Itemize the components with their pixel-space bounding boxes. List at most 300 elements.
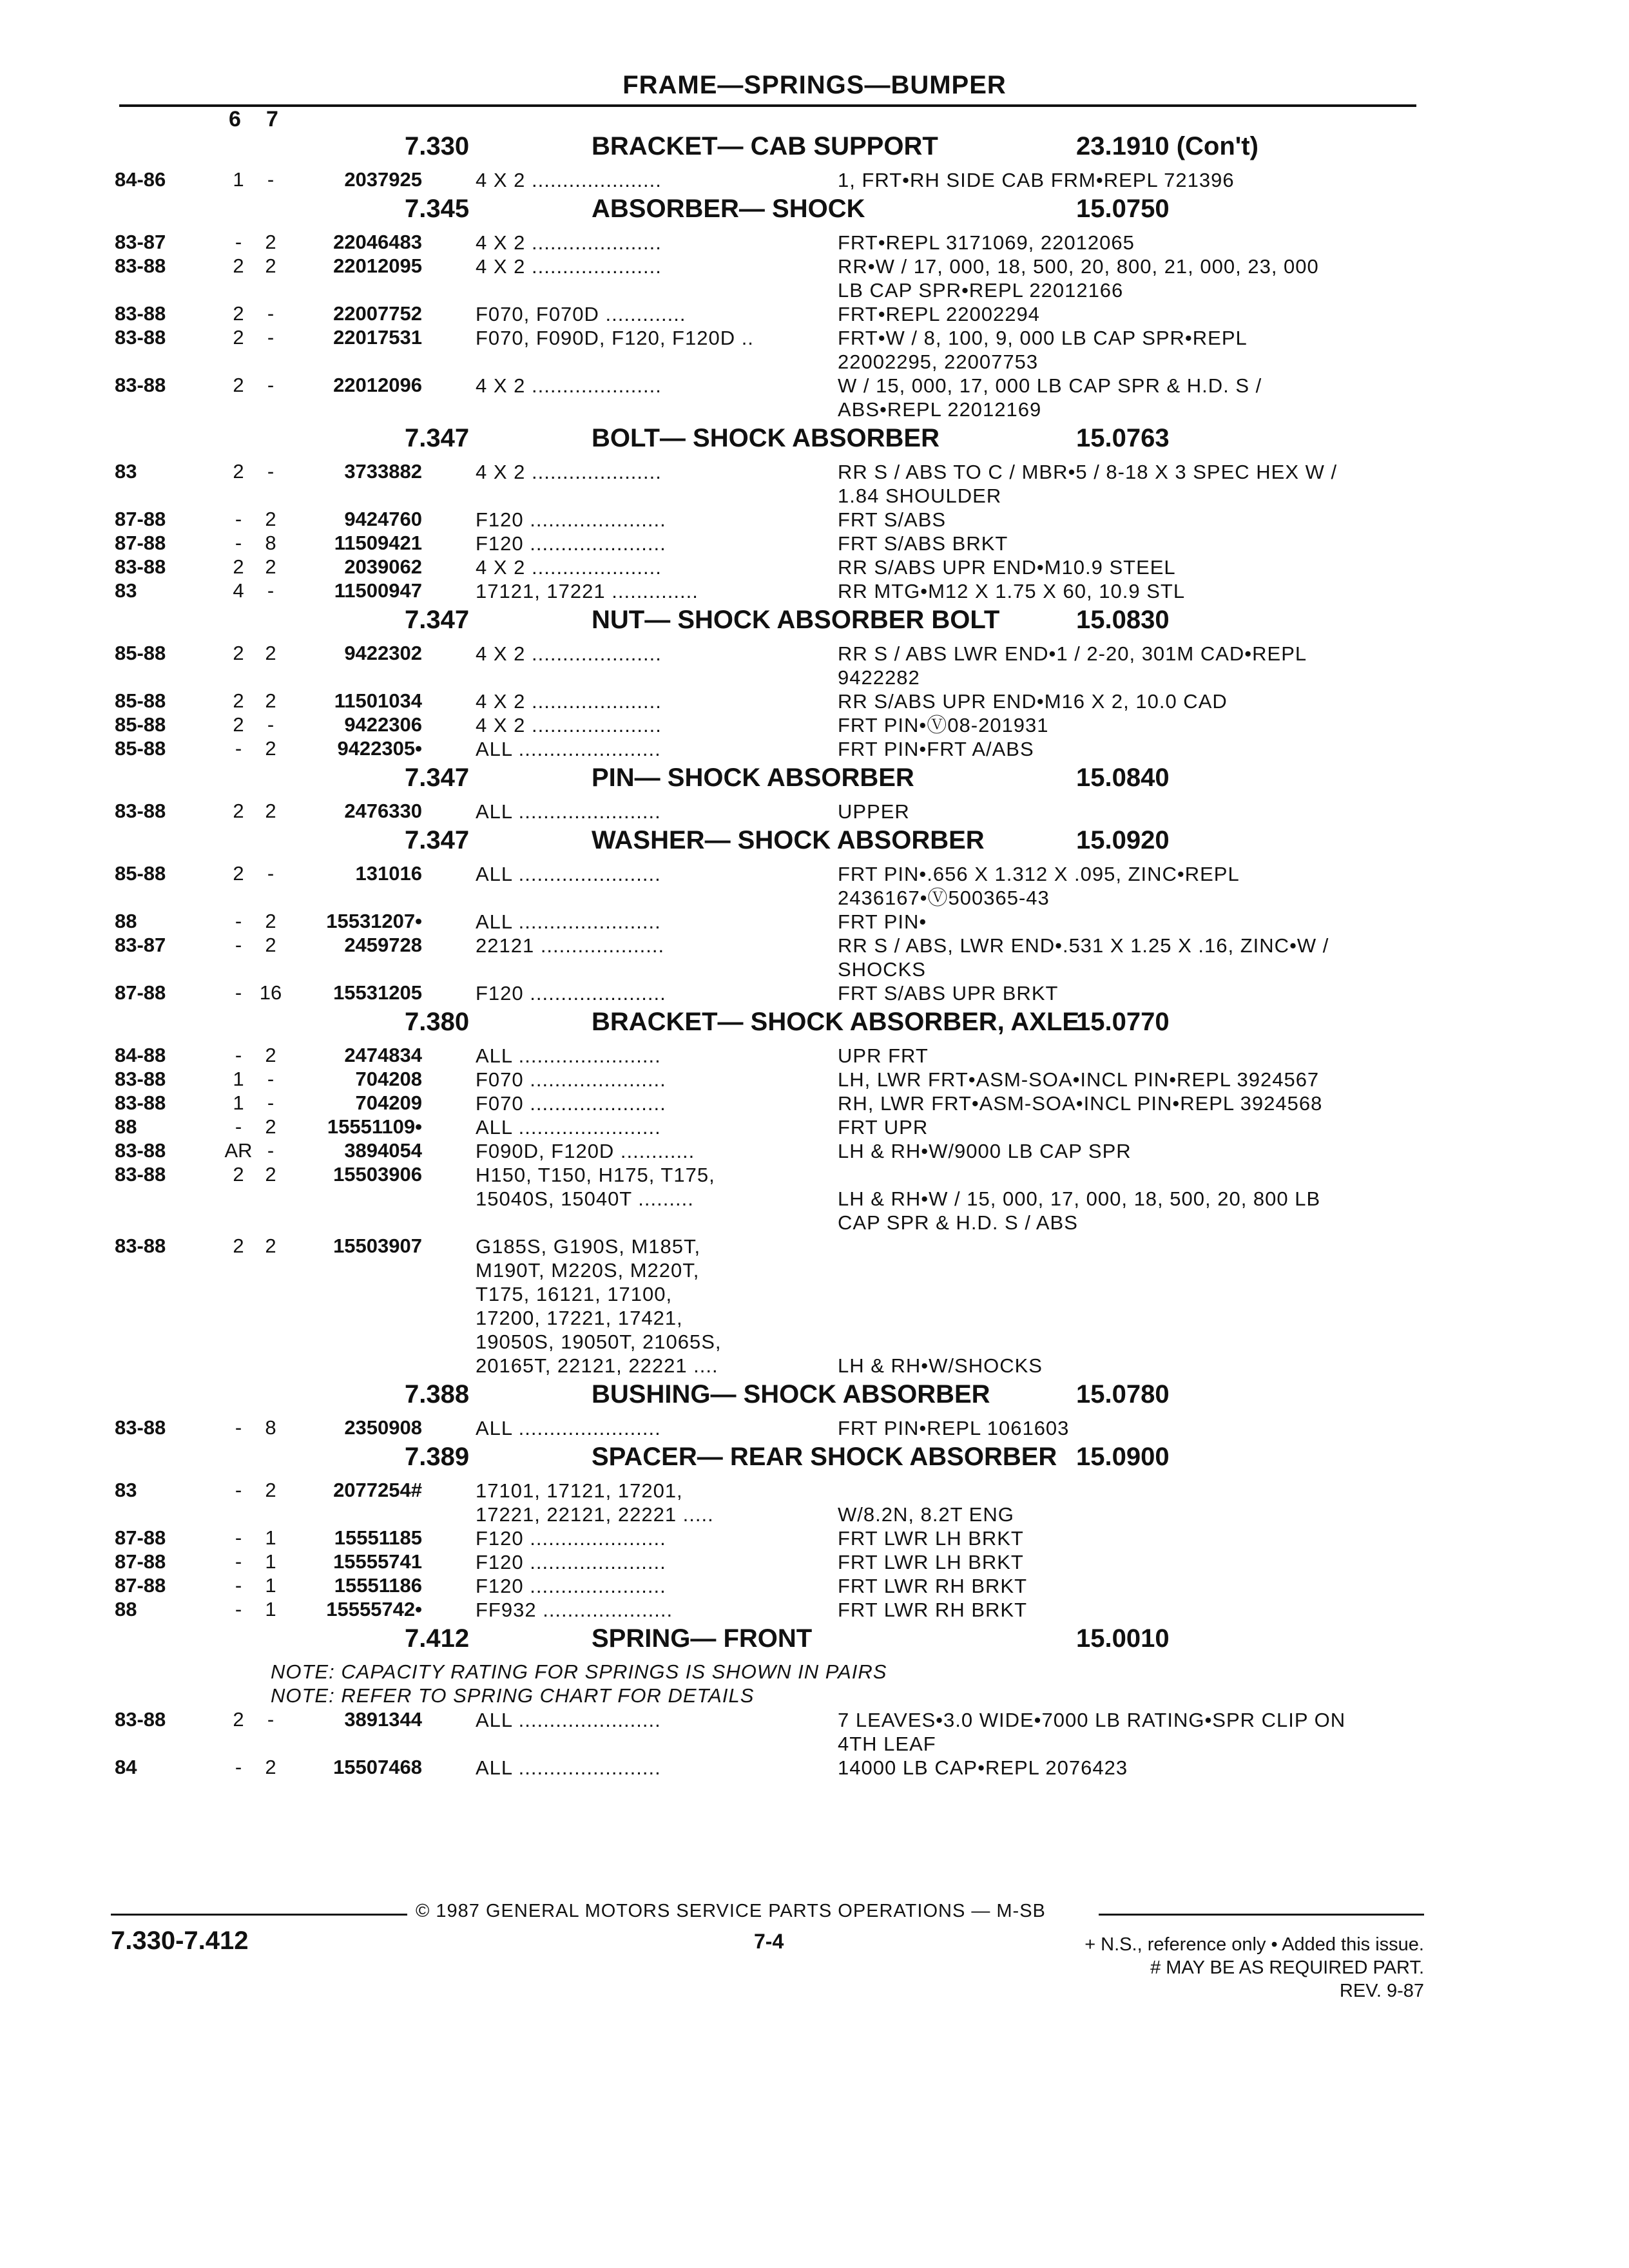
- section-title: SPRING— FRONT: [592, 1624, 813, 1653]
- quantity-col-7: -: [267, 326, 275, 349]
- column-6-header: 6: [229, 107, 241, 131]
- part-description: [838, 508, 946, 532]
- description-line: FRT•REPL 3171069, 22012065: [838, 231, 1135, 254]
- section-title: ABSORBER— SHOCK: [592, 195, 865, 223]
- model-line: ALL .......................: [476, 910, 661, 933]
- description-line: LH & RH•W / 15, 000, 17, 000, 18, 500, 20, 800 LB: [838, 1187, 1321, 1210]
- quantity-col-7: -: [267, 1708, 275, 1731]
- quantity-col-7: 1: [265, 1598, 276, 1620]
- part-description: [838, 302, 1040, 326]
- quantity-col-6: -: [235, 1526, 242, 1549]
- model-line: F120 ......................: [476, 508, 666, 531]
- model-line: F070 ......................: [476, 1092, 666, 1115]
- model-line: ALL .......................: [476, 1417, 661, 1439]
- section-header: [0, 424, 1629, 454]
- model-line: M190T, M220S, M220T,: [476, 1259, 700, 1282]
- quantity-col-6: -: [235, 910, 242, 932]
- model-list: [476, 168, 811, 192]
- section-header: [0, 132, 1629, 162]
- quantity-col-7: 2: [265, 689, 276, 712]
- model-line: F120 ......................: [476, 532, 666, 555]
- section-number: 7.347: [405, 424, 470, 452]
- quantity-col-7: -: [267, 862, 275, 885]
- part-number: 2350908: [344, 1416, 422, 1439]
- model-years: 83-87: [115, 231, 166, 253]
- quantity-col-6: 2: [233, 326, 244, 349]
- part-description: [838, 168, 1235, 192]
- model-years: 83-88: [115, 1139, 166, 1162]
- model-list: [476, 374, 811, 398]
- part-description: [838, 1598, 1027, 1622]
- quantity-col-6: 1: [233, 1068, 244, 1090]
- column-7-header: 7: [266, 107, 278, 131]
- model-years: 87-88: [115, 1526, 166, 1549]
- quantity-col-7: 2: [265, 1163, 276, 1186]
- model-list: [476, 1139, 811, 1163]
- part-number: 3891344: [344, 1708, 422, 1731]
- quantity-col-6: -: [235, 231, 242, 253]
- description-line: LH, LWR FRT•ASM-SOA•INCL PIN•REPL 3924567: [838, 1068, 1320, 1091]
- model-line: 17200, 17221, 17421,: [476, 1307, 683, 1329]
- quantity-col-7: 2: [265, 1044, 276, 1066]
- description-line: 4TH LEAF: [838, 1733, 936, 1755]
- model-years: 83: [115, 460, 137, 483]
- part-number: 9422305•: [337, 737, 422, 760]
- legend-as-required: # MAY BE AS REQUIRED PART.: [1150, 1957, 1424, 1978]
- part-description: [838, 555, 1176, 579]
- quantity-col-7: 2: [265, 555, 276, 578]
- section-title: NUT— SHOCK ABSORBER BOLT: [592, 606, 1000, 634]
- footer-legend: [1084, 1933, 1424, 2003]
- model-line: F120 ......................: [476, 1575, 666, 1597]
- description-line: UPR FRT: [838, 1044, 929, 1067]
- description-line: 22002295, 22007753: [838, 351, 1039, 373]
- model-list: [476, 326, 811, 350]
- quantity-col-6: 2: [233, 1235, 244, 1257]
- model-line: 19050S, 19050T, 21065S,: [476, 1331, 722, 1353]
- description-line: [838, 1282, 1043, 1306]
- description-line: RH, LWR FRT•ASM-SOA•INCL PIN•REPL 3924568: [838, 1092, 1323, 1115]
- section-header: [0, 1380, 1629, 1410]
- part-description: [838, 934, 1329, 981]
- section-header: [0, 1008, 1629, 1037]
- model-line: 4 X 2 .....................: [476, 690, 662, 713]
- description-line: [838, 1330, 1043, 1354]
- quantity-col-7: 2: [265, 642, 276, 664]
- part-description: [838, 1139, 1132, 1163]
- description-line: 2436167•Ⓥ500365-43: [838, 887, 1050, 909]
- description-line: [838, 1258, 1043, 1282]
- description-line: [838, 1306, 1043, 1330]
- part-description: [838, 532, 1008, 555]
- model-list: [476, 532, 811, 555]
- part-description: [838, 910, 927, 934]
- description-line: LB CAP SPR•REPL 22012166: [838, 279, 1124, 302]
- section-title: WASHER— SHOCK ABSORBER: [592, 826, 985, 854]
- description-line: FRT S/ABS: [838, 508, 947, 531]
- part-description: [838, 326, 1248, 374]
- description-line: FRT S/ABS UPR BRKT: [838, 982, 1059, 1004]
- part-description: [838, 460, 1337, 508]
- quantity-col-6: -: [235, 934, 242, 956]
- part-description: [838, 231, 1135, 255]
- part-description: [838, 374, 1262, 421]
- model-years: 85-88: [115, 737, 166, 760]
- section-header: [0, 195, 1629, 224]
- model-years: 83: [115, 1479, 137, 1501]
- quantity-col-6: 1: [233, 168, 244, 191]
- part-description: [838, 713, 1049, 737]
- part-number: 15551186: [334, 1574, 422, 1597]
- model-line: 17101, 17121, 17201,: [476, 1479, 683, 1502]
- part-description: [838, 1416, 1069, 1440]
- section-number: 7.389: [405, 1443, 470, 1471]
- quantity-col-6: 2: [233, 713, 244, 736]
- model-line: 15040S, 15040T .........: [476, 1187, 694, 1210]
- quantity-col-7: 16: [259, 981, 282, 1004]
- description-line: RR S/ABS UPR END•M16 X 2, 10.0 CAD: [838, 690, 1228, 713]
- part-description: [838, 1479, 1014, 1526]
- model-line: ALL .......................: [476, 800, 661, 823]
- model-list: [476, 642, 811, 666]
- model-list: [476, 555, 811, 579]
- model-line: 22121 ....................: [476, 934, 665, 957]
- description-line: RR MTG•M12 X 1.75 X 60, 10.9 STL: [838, 580, 1186, 602]
- part-number: 22007752: [333, 302, 422, 325]
- section-code: 15.0780: [1076, 1380, 1170, 1408]
- description-line: W / 15, 000, 17, 000 LB CAP SPR & H.D. S /: [838, 374, 1262, 397]
- model-years: 88: [115, 1115, 137, 1138]
- section-code: 15.0840: [1076, 764, 1170, 792]
- section-header: [0, 1624, 1629, 1654]
- description-line: 7 LEAVES•3.0 WIDE•7000 LB RATING•SPR CLIP ON: [838, 1709, 1346, 1731]
- model-years: 83-87: [115, 934, 166, 956]
- description-line: [838, 1235, 1043, 1258]
- description-line: FRT PIN•FRT A/ABS: [838, 738, 1034, 760]
- part-number: 22046483: [333, 231, 422, 253]
- model-list: [476, 737, 811, 761]
- part-number: 2476330: [344, 800, 422, 822]
- model-years: 83-88: [115, 1416, 166, 1439]
- section-code: 15.0010: [1076, 1624, 1170, 1653]
- model-line: FF932 .....................: [476, 1599, 673, 1621]
- model-line: 4 X 2 .....................: [476, 556, 662, 579]
- section-title: BRACKET— CAB SUPPORT: [592, 132, 938, 160]
- quantity-col-7: 1: [265, 1550, 276, 1573]
- model-list: [476, 1044, 811, 1068]
- model-list: [476, 1756, 811, 1780]
- description-line: FRT LWR RH BRKT: [838, 1575, 1028, 1597]
- description-line: SHOCKS: [838, 958, 926, 981]
- quantity-col-6: 2: [233, 1163, 244, 1186]
- model-line: G185S, G190S, M185T,: [476, 1235, 701, 1258]
- model-years: 84: [115, 1756, 137, 1778]
- model-years: 87-88: [115, 1550, 166, 1573]
- section-title: SPACER— REAR SHOCK ABSORBER: [592, 1443, 1057, 1471]
- model-years: 87-88: [115, 981, 166, 1004]
- description-line: 9422282: [838, 666, 920, 689]
- model-years: 85-88: [115, 689, 166, 712]
- quantity-col-7: 2: [265, 508, 276, 530]
- part-number: 2077254#: [333, 1479, 422, 1501]
- quantity-col-6: -: [235, 1044, 242, 1066]
- description-line: FRT•REPL 22002294: [838, 303, 1040, 325]
- description-line: 14000 LB CAP•REPL 2076423: [838, 1756, 1128, 1779]
- model-years: 85-88: [115, 713, 166, 736]
- section-title: PIN— SHOCK ABSORBER: [592, 764, 914, 792]
- quantity-col-7: 2: [265, 934, 276, 956]
- model-list: [476, 508, 811, 532]
- model-years: 83: [115, 579, 137, 602]
- model-line: ALL .......................: [476, 738, 661, 760]
- description-line: FRT LWR LH BRKT: [838, 1551, 1024, 1573]
- description-line: RR S / ABS TO C / MBR•5 / 8-18 X 3 SPEC HEX W /: [838, 461, 1338, 483]
- model-years: 87-88: [115, 1574, 166, 1597]
- part-number: 15551185: [334, 1526, 422, 1549]
- quantity-col-7: 2: [265, 1479, 276, 1501]
- quantity-col-7: 2: [265, 1115, 276, 1138]
- description-line: LH & RH•W/9000 LB CAP SPR: [838, 1140, 1132, 1162]
- quantity-col-6: 2: [233, 1708, 244, 1731]
- quantity-col-7: -: [267, 302, 275, 325]
- section-title: BOLT— SHOCK ABSORBER: [592, 424, 940, 452]
- quantity-col-7: -: [267, 579, 275, 602]
- part-description: [838, 1235, 1043, 1378]
- model-list: [476, 1163, 811, 1211]
- part-number: 11500947: [334, 579, 422, 602]
- quantity-col-6: 2: [233, 555, 244, 578]
- description-line: FRT LWR RH BRKT: [838, 1599, 1028, 1621]
- quantity-col-7: 2: [265, 231, 276, 253]
- part-description: [838, 255, 1319, 302]
- part-number: 15531207•: [326, 910, 422, 932]
- model-line: ALL .......................: [476, 1756, 661, 1779]
- model-years: 85-88: [115, 862, 166, 885]
- model-years: 84-86: [115, 168, 166, 191]
- quantity-col-6: AR: [224, 1139, 253, 1162]
- section-code: 15.0830: [1076, 606, 1170, 634]
- part-description: [838, 1550, 1024, 1574]
- model-list: [476, 231, 811, 255]
- model-line: ALL .......................: [476, 863, 661, 885]
- quantity-col-7: -: [267, 460, 275, 483]
- part-number: 15503907: [333, 1235, 422, 1257]
- model-line: ALL .......................: [476, 1116, 661, 1139]
- part-description: [838, 1115, 928, 1139]
- model-years: 87-88: [115, 532, 166, 554]
- page-title: FRAME—SPRINGS—BUMPER: [622, 71, 1007, 99]
- model-list: [476, 862, 811, 886]
- model-line: 4 X 2 .....................: [476, 714, 662, 736]
- section-code: 23.1910 (Con't): [1076, 132, 1258, 160]
- quantity-col-7: -: [267, 1091, 275, 1114]
- part-number: 704209: [355, 1091, 422, 1114]
- section-number: 7.347: [405, 764, 470, 792]
- part-number: 15503906: [333, 1163, 422, 1186]
- description-line: ABS•REPL 22012169: [838, 398, 1042, 421]
- quantity-col-6: -: [235, 1115, 242, 1138]
- part-description: [838, 1163, 1320, 1235]
- quantity-col-6: -: [235, 737, 242, 760]
- model-line: F090D, F120D ............: [476, 1140, 695, 1162]
- model-line: F070, F070D .............: [476, 303, 686, 325]
- quantity-col-7: 8: [265, 532, 276, 554]
- quantity-col-6: -: [235, 1416, 242, 1439]
- model-years: 83-88: [115, 1068, 166, 1090]
- part-number: 3733882: [344, 460, 422, 483]
- quantity-col-7: -: [267, 1139, 275, 1162]
- quantity-col-6: -: [235, 1756, 242, 1778]
- model-list: [476, 981, 811, 1005]
- quantity-col-7: 2: [265, 910, 276, 932]
- part-number: 11501034: [334, 689, 422, 712]
- section-number: 7.412: [405, 1624, 470, 1653]
- section-title: BUSHING— SHOCK ABSORBER: [592, 1380, 990, 1408]
- quantity-col-6: 2: [233, 460, 244, 483]
- section-number: 7.380: [405, 1008, 470, 1036]
- part-number: 3894054: [344, 1139, 422, 1162]
- quantity-col-7: 2: [265, 255, 276, 277]
- quantity-col-6: 2: [233, 642, 244, 664]
- description-line: 1.84 SHOULDER: [838, 485, 1002, 507]
- quantity-col-7: -: [267, 1068, 275, 1090]
- model-years: 83-88: [115, 555, 166, 578]
- description-line: FRT PIN•: [838, 910, 927, 933]
- model-line: 17221, 22121, 22221 .....: [476, 1503, 714, 1526]
- model-line: 4 X 2 .....................: [476, 642, 662, 665]
- model-line: F070 ......................: [476, 1068, 666, 1091]
- footer-rule-right: [1099, 1914, 1424, 1916]
- model-list: [476, 1416, 811, 1440]
- model-list: [476, 1708, 811, 1732]
- part-description: [838, 1068, 1319, 1091]
- model-list: [476, 1574, 811, 1598]
- description-line: UPPER: [838, 800, 910, 823]
- quantity-col-6: -: [235, 981, 242, 1004]
- part-description: [838, 1526, 1024, 1550]
- quantity-col-7: 2: [265, 1756, 276, 1778]
- description-line: FRT PIN•Ⓥ08-201931: [838, 714, 1049, 736]
- part-number: 15507468: [333, 1756, 422, 1778]
- part-description: [838, 1708, 1345, 1756]
- description-line: W/8.2N, 8.2T ENG: [838, 1503, 1014, 1526]
- top-rule: [119, 104, 1416, 107]
- model-line: F120 ......................: [476, 982, 666, 1004]
- model-list: [476, 1091, 811, 1115]
- quantity-col-6: -: [235, 1574, 242, 1597]
- model-years: 88: [115, 910, 137, 932]
- quantity-col-6: 2: [233, 862, 244, 885]
- model-years: 83-88: [115, 374, 166, 396]
- quantity-col-7: 2: [265, 737, 276, 760]
- part-number: 22012096: [333, 374, 422, 396]
- quantity-col-7: 1: [265, 1526, 276, 1549]
- model-list: [476, 934, 811, 957]
- part-number: 11509421: [334, 532, 422, 554]
- model-years: 83-88: [115, 302, 166, 325]
- description-line: CAP SPR & H.D. S / ABS: [838, 1211, 1078, 1234]
- part-number: 9422302: [344, 642, 422, 664]
- section-code: 15.0920: [1076, 826, 1170, 854]
- model-line: 20165T, 22121, 22221 ....: [476, 1354, 718, 1377]
- description-line: [838, 1479, 1014, 1503]
- model-list: [476, 1598, 811, 1622]
- description-line: RR S/ABS UPR END•M10.9 STEEL: [838, 556, 1176, 579]
- model-line: 4 X 2 .....................: [476, 255, 662, 278]
- quantity-col-7: -: [267, 168, 275, 191]
- model-list: [476, 689, 811, 713]
- section-number: 7.330: [405, 132, 470, 160]
- section-title: BRACKET— SHOCK ABSORBER, AXLE: [592, 1008, 1080, 1036]
- section-header: [0, 826, 1629, 856]
- description-line: LH & RH•W/SHOCKS: [838, 1354, 1043, 1377]
- model-line: 4 X 2 .....................: [476, 374, 662, 397]
- quantity-col-6: 2: [233, 255, 244, 277]
- model-list: [476, 460, 811, 484]
- quantity-col-7: 2: [265, 1235, 276, 1257]
- model-list: [476, 800, 811, 823]
- section-number: 7.345: [405, 195, 470, 223]
- model-years: 87-88: [115, 508, 166, 530]
- model-line: T175, 16121, 17100,: [476, 1283, 673, 1305]
- model-line: F070, F090D, F120, F120D ..: [476, 327, 754, 349]
- model-list: [476, 1479, 811, 1526]
- part-number: 2039062: [344, 555, 422, 578]
- section-number: 7.347: [405, 606, 470, 634]
- model-list: [476, 1115, 811, 1139]
- model-line: F120 ......................: [476, 1527, 666, 1550]
- model-line: ALL .......................: [476, 1044, 661, 1067]
- part-number: 9424760: [344, 508, 422, 530]
- quantity-col-7: -: [267, 713, 275, 736]
- footer-copyright: © 1987 GENERAL MOTORS SERVICE PARTS OPERATIONS — M-SB: [416, 1901, 1046, 1921]
- model-list: [476, 1235, 811, 1378]
- quantity-col-6: -: [235, 1598, 242, 1620]
- part-description: [838, 737, 1034, 761]
- part-number: 15555742•: [326, 1598, 422, 1620]
- description-line: RR S / ABS, LWR END•.531 X 1.25 X .16, ZINC•W /: [838, 934, 1329, 957]
- model-years: 84-88: [115, 1044, 166, 1066]
- quantity-col-7: 8: [265, 1416, 276, 1439]
- part-number: 2459728: [344, 934, 422, 956]
- part-description: [838, 579, 1185, 603]
- model-list: [476, 255, 811, 278]
- part-description: [838, 862, 1240, 910]
- model-line: 4 X 2 .....................: [476, 461, 662, 483]
- quantity-col-6: 2: [233, 302, 244, 325]
- model-list: [476, 1526, 811, 1550]
- quantity-col-6: 4: [233, 579, 244, 602]
- model-line: F120 ......................: [476, 1551, 666, 1573]
- section-header: [0, 764, 1629, 793]
- footer-section-range: 7.330-7.412: [111, 1927, 249, 1955]
- quantity-col-6: 2: [233, 800, 244, 822]
- part-number: 131016: [355, 862, 422, 885]
- description-line: FRT LWR LH BRKT: [838, 1527, 1024, 1550]
- part-description: [838, 1044, 929, 1068]
- model-years: 85-88: [115, 642, 166, 664]
- model-years: 83-88: [115, 255, 166, 277]
- part-description: [838, 1756, 1128, 1780]
- quantity-col-7: 1: [265, 1574, 276, 1597]
- description-line: FRT S/ABS BRKT: [838, 532, 1008, 555]
- quantity-col-7: -: [267, 374, 275, 396]
- quantity-col-6: 2: [233, 374, 244, 396]
- part-number: 15551109•: [327, 1115, 422, 1138]
- quantity-col-7: 2: [265, 800, 276, 822]
- quantity-col-6: -: [235, 508, 242, 530]
- part-number: 15555741: [333, 1550, 422, 1573]
